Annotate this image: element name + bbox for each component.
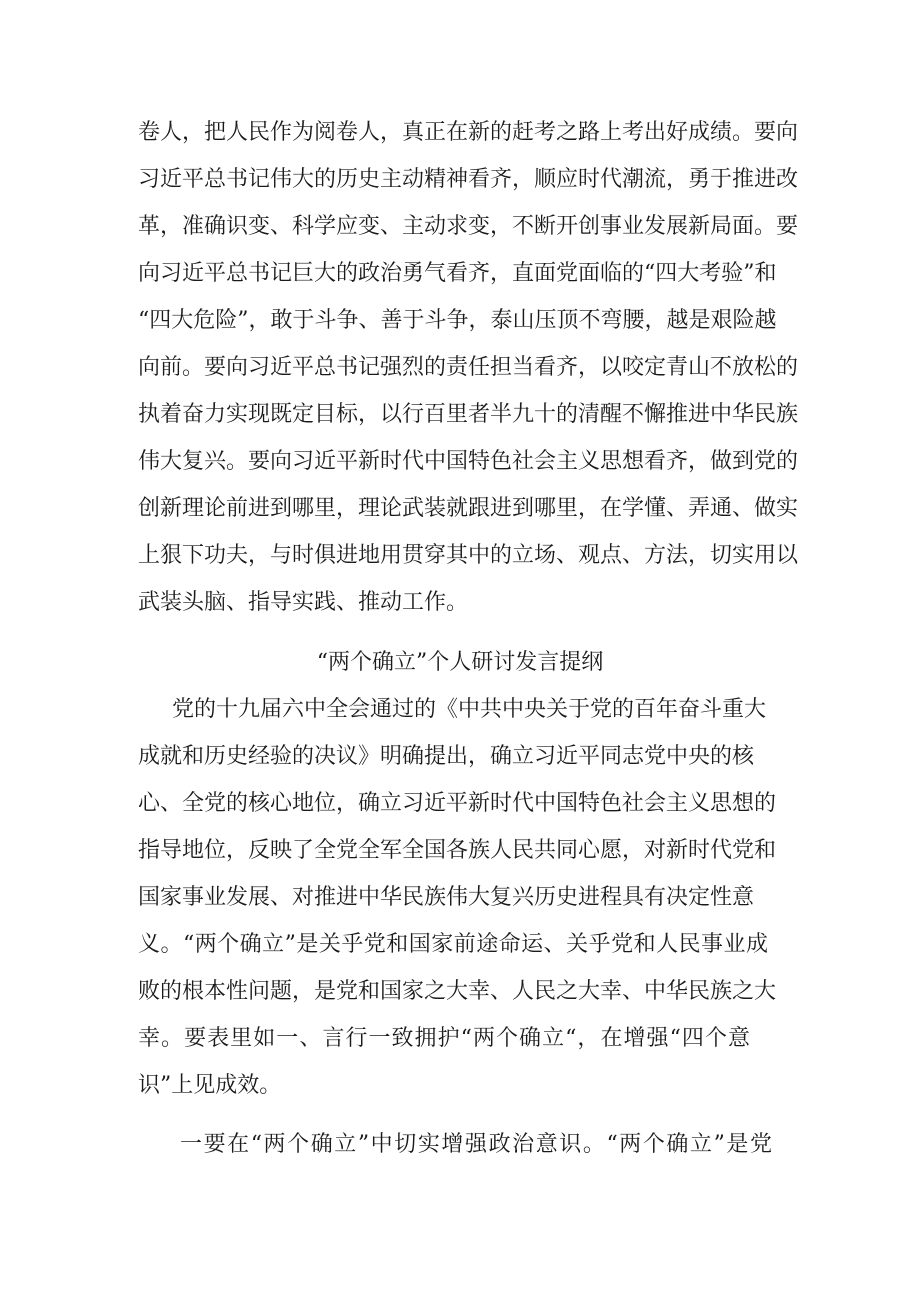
paragraph-line: 创新理论前进到哪里，理论武装就跟进到哪里，在学懂、弄通、做实: [138, 496, 799, 521]
paragraph-line: 识”上见成效。: [138, 1073, 282, 1098]
paragraph-line: 伟大复兴。要向习近平新时代中国特色社会主义思想看齐，做到党的: [138, 449, 799, 474]
paragraph-line: 向前。要向习近平总书记强烈的责任担当看齐，以咬定青山不放松的: [138, 355, 799, 380]
paragraph-line: 义。“两个确立”是关乎党和国家前途命运、关乎党和人民事业成: [138, 932, 768, 957]
paragraph-line: 党的十九届六中全会通过的《中共中央关于党的百年奋斗重大: [172, 697, 767, 722]
paragraph-line: 执着奋力实现既定目标，以行百里者半九十的清醒不懈推进中华民族: [138, 402, 799, 427]
paragraph-line: 卷人，把人民作为阅卷人，真正在新的赶考之路上考出好成绩。要向: [138, 120, 799, 145]
paragraph-line: 上狠下功夫，与时俱进地用贯穿其中的立场、观点、方法，切实用以: [138, 543, 799, 568]
paragraph-line: 成就和历史经验的决议》明确提出，确立习近平同志党中央的核: [138, 744, 755, 769]
paragraph-line: 武装头脑、指导实践、推动工作。: [138, 590, 469, 615]
paragraph-line: 指导地位，反映了全党全军全国各族人民共同心愿，对新时代党和: [138, 838, 777, 863]
section-heading: “两个确立”个人研讨发言提纲: [316, 650, 604, 675]
paragraph-line: 幸。要表里如一、言行一致拥护“两个确立“，在增强“四个意: [138, 1026, 750, 1051]
paragraph-line: 向习近平总书记巨大的政治勇气看齐，直面党面临的“四大考验”和: [138, 261, 777, 286]
paragraph-line: 革，准确识变、科学应变、主动求变，不断开创事业发展新局面。要: [138, 214, 799, 239]
paragraph-line: 败的根本性问题，是党和国家之大幸、人民之大幸、中华民族之大: [138, 979, 777, 1004]
paragraph-line: 一要在“两个确立”中切实增强政治意识。“两个确立”是党: [180, 1132, 772, 1157]
paragraph-line: 心、全党的核心地位，确立习近平新时代中国特色社会主义思想的: [138, 791, 777, 816]
paragraph-line: 习近平总书记伟大的历史主动精神看齐，顺应时代潮流，勇于推进改: [138, 167, 799, 192]
paragraph-line: 国家事业发展、对推进中华民族伟大复兴历史进程具有决定性意: [138, 885, 755, 910]
paragraph-line: “四大危险”，敢于斗争、善于斗争，泰山压顶不弯腰，越是艰险越: [138, 308, 777, 333]
